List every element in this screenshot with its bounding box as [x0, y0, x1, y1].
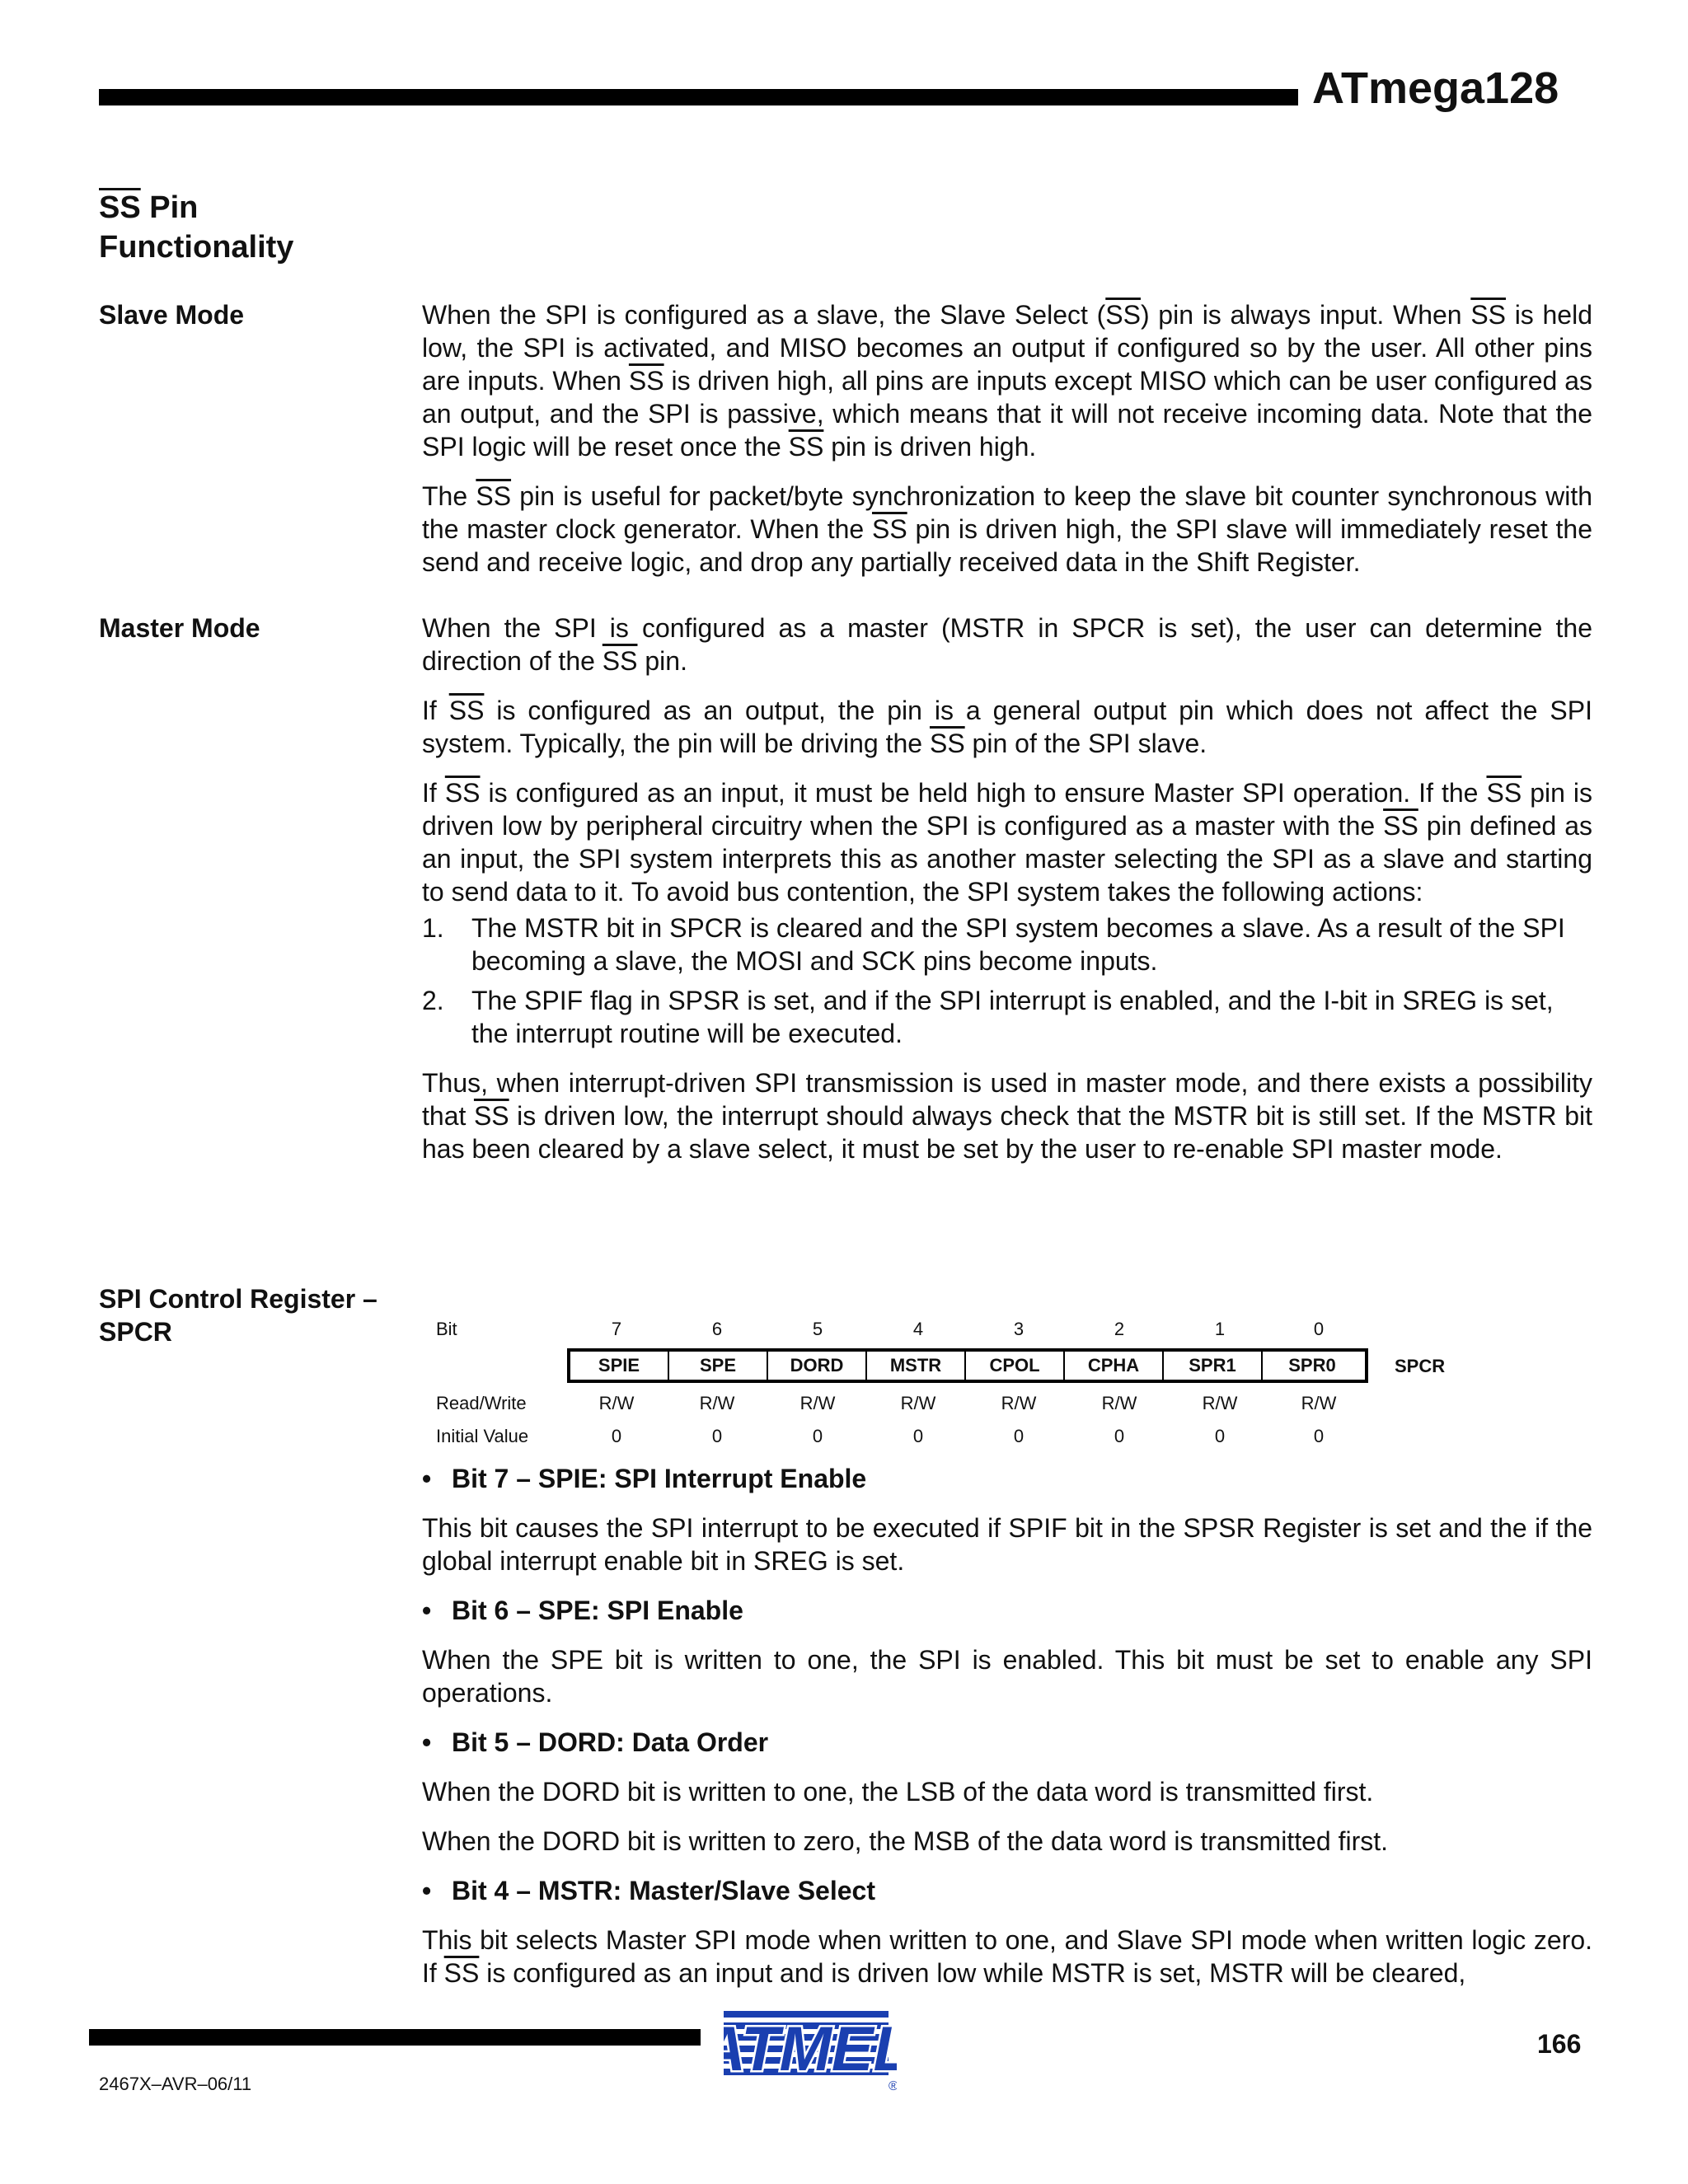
bit7-title: • Bit 7 – SPIE: SPI Interrupt Enable	[422, 1464, 867, 1493]
bit6-title: • Bit 6 – SPE: SPI Enable	[422, 1596, 743, 1625]
reg-rw-label: Read/Write	[436, 1393, 527, 1413]
atmel-logo	[724, 2003, 897, 2097]
list-item: 1. The MSTR bit in SPCR is cleared and the SPI system becomes a slave. As a result of the SPI becoming a slave, the MOSI and SCK pins become inputs.	[422, 913, 1565, 976]
atmel-logo-text: TME	[741, 2014, 874, 2084]
reg-name: SPCR	[1395, 1356, 1446, 1376]
master-mode-p2: If $\overline{SS}$ is configured as an output, the pin is a general output pin which does not affect the SPI system. Typically, the pin will be driving the $\overline{SS}$ pin of the SPI slave.	[422, 696, 1593, 758]
section-title	[99, 188, 379, 267]
reg-init-value: 0	[912, 1426, 924, 1446]
bit4-title: • Bit 4 – MSTR: Master/Slave Select	[422, 1876, 875, 1905]
reg-init-label: Initial Value	[436, 1426, 529, 1446]
section-title-rest: Pin	[140, 190, 199, 225]
reg-cell: SPE	[669, 1350, 768, 1381]
reg-rw-value: R/W	[1301, 1393, 1337, 1413]
reg-rw-value: R/W	[699, 1393, 735, 1413]
reg-rw-value: R/W	[1001, 1393, 1037, 1413]
slave-mode-p1: When the SPI is configured as a slave, the Slave Select $(\overline{SS})$ pin is always input. When $\overline{SS}$ is held low, the SPI is activated, and MISO becomes an output if configured so by the user. All other pins are inputs. When $\overline{SS}$ is driven high, all pins are inputs except MISO which can be user configured as an output, and the SPI is passive, which means that it will not receive incoming data. Note that the SPI logic will be reset once the $\overline{SS}$ pin is driven high.	[422, 300, 1593, 462]
master-mode-p4: Thus, when interrupt-driven SPI transmission is used in master mode, and there exists a possibility that $\overline{SS}$ is driven low, the interrupt should always check that the MSTR bit is still set. If the MSTR bit has been cleared by a slave select, it must be set by the user to re-enable SPI master mode.	[422, 1068, 1593, 1164]
reg-init-value: 0	[1013, 1426, 1025, 1446]
heading-master-mode: Master Mode	[99, 613, 260, 643]
bit5-title: • Bit 5 – DORD: Data Order	[422, 1727, 769, 1757]
registered-mark: ®	[889, 2079, 897, 2093]
reg-init-value: 0	[1114, 1426, 1125, 1446]
bit7-text: This bit causes the SPI interrupt to be executed if SPIF bit in the SPSR Register is set and the if the global interrupt enable bit in SREG is set.	[422, 1513, 1592, 1576]
reg-bit-number: 5	[812, 1319, 823, 1339]
reg-init-value: 0	[812, 1426, 823, 1446]
reg-cell: SPR0	[1288, 1355, 1336, 1376]
heading-slave-mode: Slave Mode	[99, 300, 245, 330]
master-mode-p1: When the SPI is configured as a master (MSTR in SPCR is set), the user can determine the direction of the $\overline{SS}$ pin.	[422, 613, 1592, 676]
section-title-line2: Functionality	[99, 230, 294, 265]
page-header-title: ATmega128	[1312, 63, 1559, 113]
spcr-register-diagram	[422, 1310, 1592, 1451]
reg-rw-value: R/W	[598, 1393, 635, 1413]
master-mode-p3: If $\overline{SS}$ is configured as an input, it must be held high to ensure Master SPI operation. If the $\overline{SS}$ pin is driven low by peripheral circuitry when the SPI is configured as a master with the $\overline{SS}$ pin defined as an input, the SPI system interprets this as another master selecting the SPI as a slave and starting to send data to it. To avoid bus contention, the SPI system takes the following actions:	[422, 778, 1593, 907]
reg-init-value: 0	[1313, 1426, 1325, 1446]
reg-init-value: 0	[1214, 1426, 1226, 1446]
reg-rw-value: R/W	[1101, 1393, 1137, 1413]
bit5-text2: When the DORD bit is written to zero, the MSB of the data word is transmitted first.	[422, 1826, 1388, 1856]
heading-spcr: SPI Control Register – SPCR	[99, 1284, 377, 1347]
reg-rw-value: R/W	[1202, 1393, 1238, 1413]
reg-cell: SPIE	[570, 1350, 669, 1381]
header-bar	[99, 89, 1298, 105]
reg-bit-number: 7	[611, 1319, 622, 1339]
section-title-ss: $\overline{SS}$	[99, 190, 141, 225]
reg-bit-number: 1	[1214, 1319, 1226, 1339]
reg-rw-value: R/W	[799, 1393, 836, 1413]
page-number: 166	[1537, 2029, 1582, 2059]
actions-list	[422, 912, 1592, 1050]
reg-cell: MSTR	[867, 1350, 966, 1381]
master-mode-body	[422, 612, 1592, 1182]
reg-cell: DORD	[768, 1350, 867, 1381]
reg-bit-number: 2	[1114, 1319, 1125, 1339]
document-id: 2467X–AVR–06/11	[99, 2074, 252, 2094]
list-item: 2. The SPIF flag in SPSR is set, and if the SPI interrupt is enabled, and the I-bit in SREG is set, the interrupt routine will be executed.	[422, 986, 1554, 1048]
bit6-text: When the SPE bit is written to one, the SPI is enabled. This bit must be set to enable any SPI operations.	[422, 1645, 1592, 1708]
reg-cell: CPOL	[966, 1350, 1065, 1381]
bit4-text: This bit selects Master SPI mode when written to one, and Slave SPI mode when written logic zero. If $\overline{SS}$ is configured as an input and is driven low while MSTR is set, MSTR will be cleared,	[422, 1925, 1592, 1988]
slave-mode-p2: The $\overline{SS}$ pin is useful for packet/byte synchronization to keep the slave bit counter synchronous with the master clock generator. When the $\overline{SS}$ pin is driven high, the SPI slave will immediately reset the send and receive logic, and drop any partially received data in the Shift Register.	[422, 481, 1593, 577]
reg-init-value: 0	[611, 1426, 622, 1446]
bit5-text1: When the DORD bit is written to one, the LSB of the data word is transmitted first.	[422, 1777, 1374, 1807]
reg-bit-number: 3	[1013, 1319, 1025, 1339]
reg-bit-label: Bit	[436, 1319, 457, 1339]
reg-cell: CPHA	[1065, 1350, 1164, 1381]
reg-bit-number: 6	[711, 1319, 723, 1339]
reg-bit-number: 0	[1313, 1319, 1325, 1339]
reg-init-value: 0	[711, 1426, 723, 1446]
footer-bar	[89, 2029, 701, 2046]
bit-descriptions	[422, 1462, 1592, 2006]
slave-mode-body	[422, 298, 1592, 595]
reg-cell: SPR1	[1164, 1350, 1263, 1381]
reg-rw-value: R/W	[900, 1393, 936, 1413]
reg-bit-number: 4	[912, 1319, 924, 1339]
